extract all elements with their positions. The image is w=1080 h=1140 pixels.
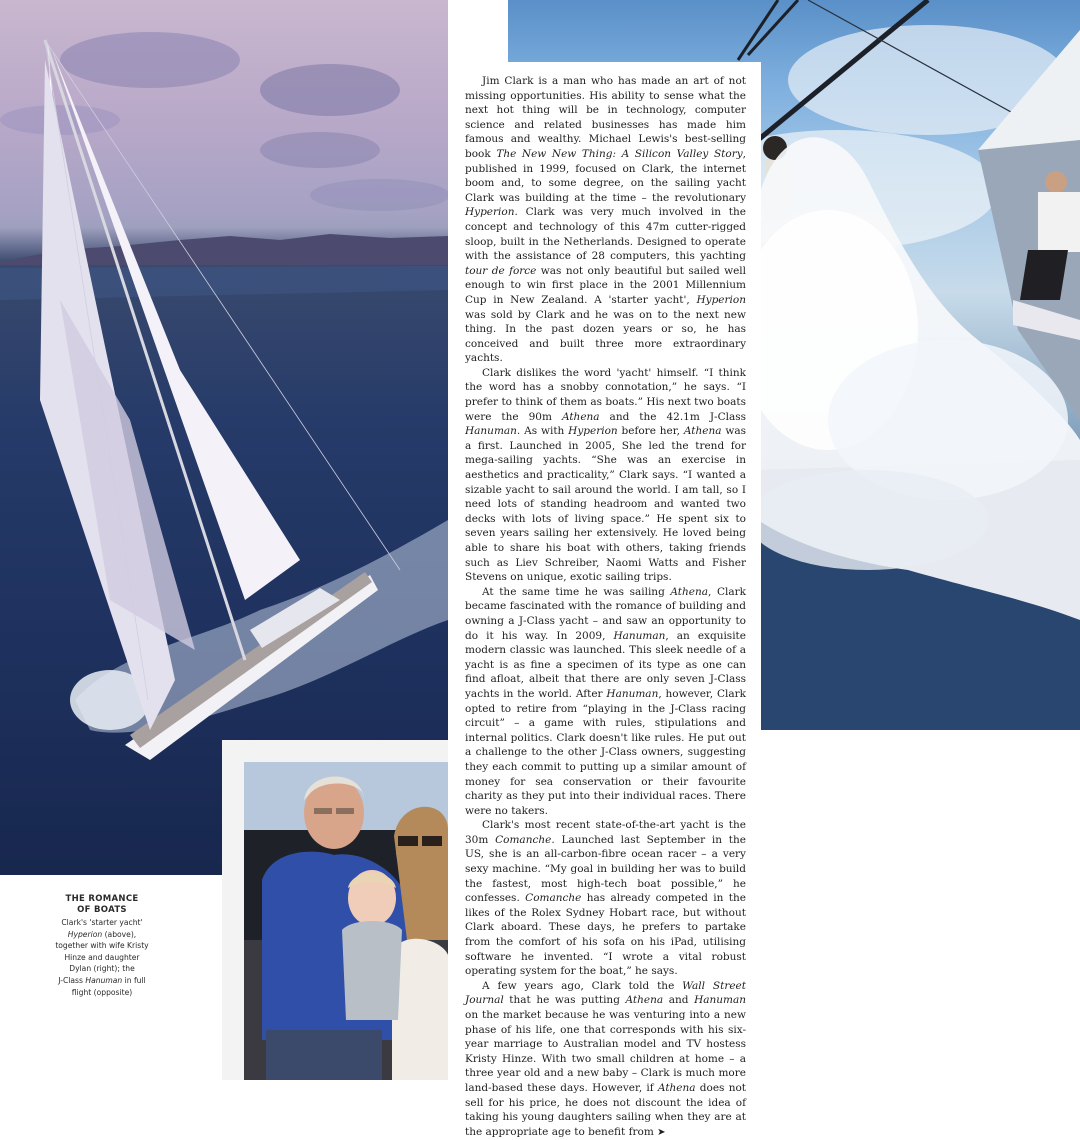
article-paragraph-4 [465,818,746,979]
italic-run: Athena [670,585,709,598]
italic-run: Hyperion [568,425,618,438]
text-run: and the 42.1m J-Class [599,410,746,423]
italic-run: Wall Street Journal [465,979,746,1007]
continue-arrow-icon: ➤ [657,1126,666,1138]
caption-line: (above), [102,929,137,939]
italic-run: Comanche [495,833,552,846]
text-run: has already competed in the likes of the Rolex Sydney Hobart race, but without Clark aboard. These days, he prefers to partake from the comfort of his sofa on his iPad, utilising software he invented. “I wrote a vital robust operating system for the boat,” he says. [465,892,746,978]
italic-run: Athena [683,425,722,438]
italic-run: Hyperion [696,293,746,306]
caption-line: Dylan (right); the [69,964,135,974]
text-run: Clark's most recent state-of-the-art yacht is the 30m [465,819,746,846]
caption-line: together with wife Kristy [55,941,149,951]
text-run: that he was putting [503,994,626,1007]
text-run: and [663,994,695,1007]
article-paragraph-3 [465,585,746,819]
text-run: , Clark became fascinated with the romance of building and owning a J-Class yacht – and saw an opportunity to do it his way. In 2009, [465,585,746,642]
italic-run: Hanuman [694,994,746,1007]
italic-run: Hanuman [613,629,666,642]
article-paragraph-5 [465,979,746,1140]
text-run: , however, Clark opted to retire from “playing in the J-Class racing circuit” – a game with rules, stipulations and internal politics. Clark doesn't like rules. He put out a challenge to the other J-Class owners, suggesting they each commit to putting up a similar amount of money for sea conservation or their favourite charity as they put into their individual races. There were no takers. [465,687,746,817]
italic-run: Hanuman [606,687,659,700]
text-run: before her, [617,425,684,438]
text-run: , an exquisite modern classic was launched. This sleek needle of a yacht is as fine a specimen of its type as one can find afloat, albeit that there are only seven J-Class yachts in the world. After [465,629,746,700]
text-run: , published in 1999, focused on Clark, the internet boom and, to some degree, on the sailing yacht Clark was building at the time – the revolutionary [465,147,746,204]
text-run: was sold by Clark and he was on to the next new thing. In the past dozen years or so, he has conceived and built three more extraordinary yachts. [465,308,746,365]
caption-line: in full [122,975,146,985]
photo-caption [42,894,162,998]
article-column [448,62,761,1138]
text-run: on the market because he was venturing into a new phase of his life, one that corresponds with his six-year marriage to Australian model and TV hostess Kristy Hinze. With two small children at home – a three year old and a new baby – Clark is much more land-based these days. However, if [465,1009,746,1094]
text-run: A few years ago, Clark told the [482,979,683,992]
caption-italic: Hyperion [67,929,103,939]
caption-title: THE ROMANCE OF BOATS [65,894,139,915]
caption-line: flight (opposite) [71,987,133,997]
caption-italic: Hanuman [85,975,123,985]
caption-body [42,917,162,998]
caption-line: Hinze and daughter [64,952,140,962]
text-run: At the same time he was sailing [482,585,671,598]
article-paragraph-2 [465,366,746,585]
text-run: does not sell for his price, he does not discount the idea of taking his young daughters sailing when they are at the appropriate age to benefit from [465,1081,746,1138]
italic-run: Hanuman [465,425,517,438]
italic-run: The New New Thing: A Silicon Valley Story [496,147,743,160]
article-paragraph-1 [465,74,746,366]
italic-run: tour de force [465,264,537,277]
text-run: . As with [516,425,569,438]
text-run: Jim Clark is a man who has made an art of not missing opportunities. His ability to sense what the next hot thing will be in technology, computer science and related businesses has made him famous and wealthy. Michael Lewis's best-selling book [465,75,746,160]
text-run: Clark dislikes the word 'yacht' himself. “I think the word has a snobby connotation,” he says. “I prefer to think of them as boats.” His next two boats were the 90m [465,366,746,423]
caption-line: Clark's 'starter yacht' [61,918,143,927]
text-run: was not only beautiful but sailed well enough to win first place in the 2001 Millennium Cup in New Zealand. A 'starter yacht', [465,264,746,306]
italic-run: Athena [625,994,664,1007]
text-run: was a first. Launched in 2005, She led the trend for mega-sailing yachts. “She was an exercise in aesthetics and practicality,” Clark says. “I wanted a sizable yacht to sail around the world. I am tall, so I need lots of standing headroom and wanted two decks with lots of living space.” He spent six to seven years sailing her extensively. He loved being able to share his boat with others, taking friends such as Liev Schreiber, Naomi Watts and Fisher Stevens on unique, exotic sailing trips. [465,425,746,584]
italic-run: Comanche [525,892,582,905]
text-run: . Launched last September in the US, she is an all-carbon-fibre ocean racer – a very sexy machine. “My goal in building her was to build the fastest, most high-tech boat possible,” he confesses. [465,833,746,905]
italic-run: Hyperion [465,206,515,219]
family-photo [222,740,448,1080]
italic-run: Athena [657,1081,696,1094]
text-run: . Clark was very much involved in the concept and technology of this 47m cutter-rigged sloop, built in the Netherlands. Designed to operate with the assistance of 28 computers, this yachting [465,206,746,263]
family-illustration [222,740,448,1080]
caption-line: J-Class [58,975,86,985]
italic-run: Athena [561,410,600,423]
